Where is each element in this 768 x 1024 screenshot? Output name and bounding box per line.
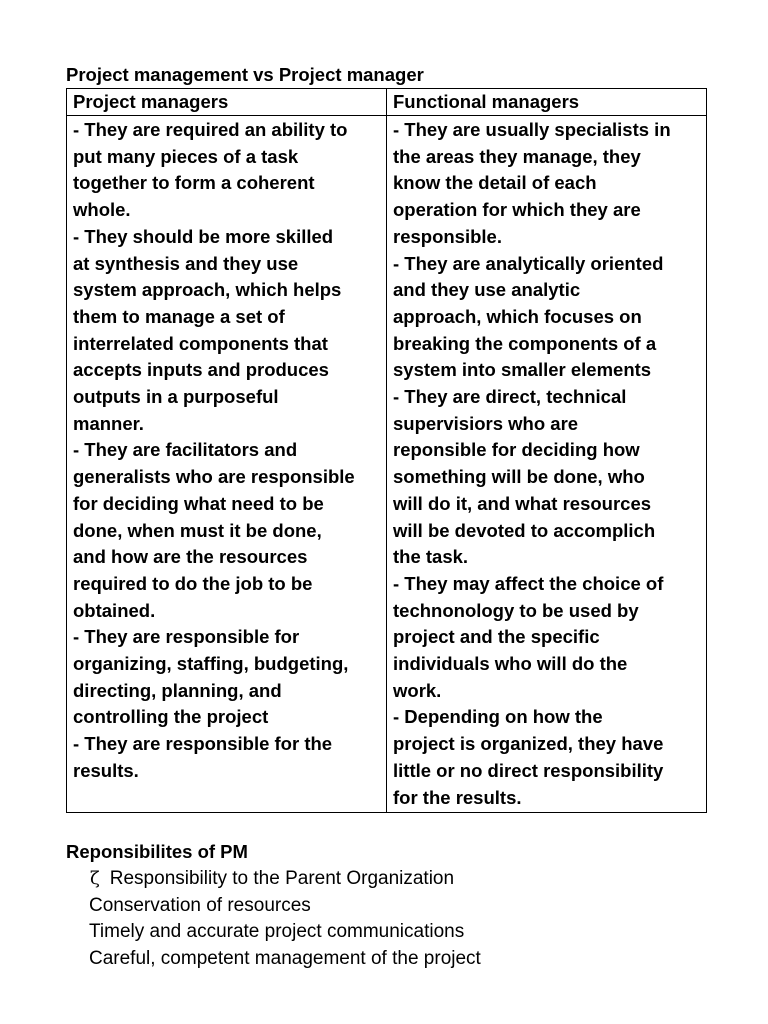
functional-managers-line: reponsible for deciding how — [393, 439, 640, 461]
functional-managers-line: project and the specific — [393, 626, 600, 648]
functional-managers-line: will be devoted to accomplich — [393, 519, 656, 541]
responsibilities-heading: Reponsibilites of PM — [66, 841, 248, 862]
functional-managers-line: - They are usually specialists in — [393, 119, 671, 140]
functional-managers-line: technonology to be used by — [393, 599, 639, 621]
functional-managers-line: approach, which focuses on — [393, 305, 642, 327]
functional-managers-line: project is organized, they have — [393, 733, 664, 755]
list-item-text: Timely and accurate project communications — [89, 921, 465, 943]
project-managers-line: at synthesis and they use — [73, 252, 299, 274]
functional-managers-line: operation for which they are — [393, 199, 641, 221]
functional-managers-line: - They may affect the choice of — [393, 572, 664, 594]
project-managers-line: required to do the job to be — [73, 572, 313, 594]
list-item — [89, 919, 481, 946]
project-managers-line: - They are required an ability to — [73, 119, 348, 140]
header-project-managers: Project managers — [67, 89, 387, 116]
functional-managers-line: - Depending on how the — [393, 706, 603, 728]
functional-managers-line: supervisiors who are — [393, 412, 579, 434]
list-item — [89, 866, 481, 893]
list-item-text: Careful, competent management of the project — [89, 948, 481, 970]
project-managers-line: - They are responsible for — [73, 626, 300, 648]
zeta-bullet-icon: ζ — [90, 868, 100, 889]
table-header-row — [67, 89, 707, 116]
project-managers-cell — [67, 116, 387, 813]
table-row — [67, 116, 707, 813]
project-managers-line: them to manage a set of — [73, 305, 285, 327]
project-managers-line: controlling the project — [73, 706, 269, 728]
project-managers-line: directing, planning, and — [73, 679, 282, 701]
project-managers-line: whole. — [73, 199, 131, 221]
project-managers-line: - They should be more skilled — [73, 225, 334, 247]
functional-managers-line: something will be done, who — [393, 466, 645, 488]
list-item — [89, 946, 481, 973]
project-managers-line: and how are the resources — [73, 546, 308, 568]
functional-managers-line: for the results. — [393, 786, 522, 808]
project-managers-line: outputs in a purposeful — [73, 386, 279, 408]
functional-managers-line: system into smaller elements — [393, 359, 652, 381]
project-managers-line: done, when must it be done, — [73, 519, 322, 541]
functional-managers-line: - They are analytically oriented — [393, 252, 664, 274]
comparison-table — [66, 88, 707, 813]
functional-managers-line: little or no direct responsibility — [393, 759, 664, 781]
functional-managers-line: individuals who will do the — [393, 653, 628, 675]
list-item-text: Responsibility to the Parent Organization — [109, 868, 455, 889]
functional-managers-line: know the detail of each — [393, 172, 597, 194]
functional-managers-line: responsible. — [393, 225, 502, 247]
project-managers-line: accepts inputs and produces — [73, 359, 329, 381]
list-item-text: Conservation of resources — [89, 894, 311, 916]
project-managers-line: manner. — [73, 412, 144, 434]
project-managers-line: system approach, which helps — [73, 279, 342, 301]
project-managers-line: for deciding what need to be — [73, 492, 324, 514]
list-item — [89, 893, 481, 920]
project-managers-line: results. — [73, 759, 139, 781]
functional-managers-line: work. — [393, 679, 442, 701]
responsibilities-list — [89, 866, 481, 973]
functional-managers-line: will do it, and what resources — [393, 492, 652, 514]
project-managers-line: - They are responsible for the — [73, 733, 333, 755]
project-managers-line: interrelated components that — [73, 332, 328, 354]
functional-managers-line: - They are direct, technical — [393, 386, 627, 408]
functional-managers-line: the task. — [393, 546, 469, 568]
project-managers-line: obtained. — [73, 599, 156, 621]
document-title: Project management vs Project manager — [66, 64, 424, 85]
functional-managers-line: the areas they manage, they — [393, 145, 641, 167]
project-managers-line: together to form a coherent — [73, 172, 315, 194]
project-managers-line: - They are facilitators and — [73, 439, 298, 461]
functional-managers-line: and they use analytic — [393, 279, 581, 301]
project-managers-line: organizing, staffing, budgeting, — [73, 653, 349, 675]
project-managers-line: generalists who are responsible — [73, 466, 355, 488]
header-functional-managers: Functional managers — [387, 89, 707, 116]
functional-managers-cell — [387, 116, 707, 813]
project-managers-line: put many pieces of a task — [73, 145, 299, 167]
functional-managers-line: breaking the components of a — [393, 332, 657, 354]
